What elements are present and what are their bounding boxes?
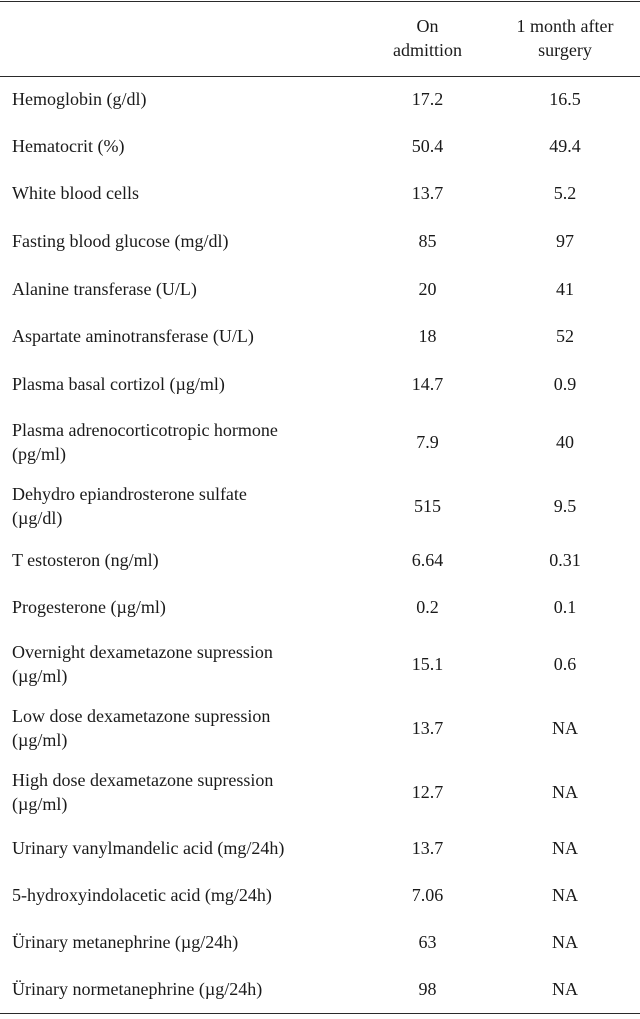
row-label-line: Low dose dexametazone supression — [12, 706, 271, 726]
value-after-surgery: 41 — [556, 279, 574, 299]
row-label: T estosteron (ng/ml) — [12, 550, 159, 570]
row-label: Fasting blood glucose (mg/dl) — [12, 231, 229, 251]
row-label-line: (µg/ml) — [12, 666, 68, 686]
row-label-line: Plasma adrenocorticotropic hormone — [12, 420, 278, 440]
row-label: White blood cells — [12, 183, 139, 203]
row-label: Urinary vanylmandelic acid (mg/24h) — [12, 838, 285, 858]
row-label — [12, 418, 372, 466]
row-label-line: (µg/dl) — [12, 508, 63, 528]
value-on-admission: 12.7 — [411, 782, 444, 802]
row-label — [12, 704, 372, 752]
header-on-admission: On admittion — [393, 16, 462, 60]
value-on-admission: 15.1 — [411, 654, 444, 674]
value-after-surgery: 16.5 — [549, 89, 581, 109]
row-label — [12, 640, 372, 688]
row-label: Hematocrit (%) — [12, 136, 125, 156]
value-after-surgery: 0.31 — [549, 550, 581, 570]
value-after-surgery: 0.6 — [553, 654, 577, 674]
value-on-admission: 13.7 — [411, 718, 444, 738]
value-after-surgery: NA — [552, 885, 578, 905]
value-on-admission: 0.2 — [416, 597, 439, 617]
row-label — [12, 482, 372, 530]
value-after-surgery: 9.5 — [553, 496, 577, 516]
value-after-surgery: NA — [552, 782, 578, 802]
table-top-rule — [0, 1, 640, 2]
value-after-surgery: NA — [552, 718, 578, 738]
row-label-line: High dose dexametazone supression — [12, 770, 274, 790]
value-on-admission: 18 — [418, 326, 437, 346]
value-on-admission: 98 — [418, 979, 437, 999]
row-label: Alanine transferase (U/L) — [12, 279, 197, 299]
row-label-line: Overnight dexametazone supression — [12, 642, 273, 662]
row-label — [12, 768, 372, 816]
value-on-admission: 6.64 — [411, 550, 444, 570]
value-on-admission: 50.4 — [411, 136, 444, 156]
value-after-surgery: NA — [552, 932, 578, 952]
row-label: Hemoglobin (g/dl) — [12, 89, 147, 109]
value-after-surgery: 0.1 — [553, 597, 577, 617]
value-on-admission: 7.06 — [411, 885, 444, 905]
value-on-admission: 7.9 — [416, 432, 439, 452]
header-after-surgery: 1 month after surgery — [516, 16, 614, 60]
value-after-surgery: 0.9 — [553, 374, 577, 394]
row-label: Ürinary normetanephrine (µg/24h) — [12, 979, 263, 999]
value-on-admission: 17.2 — [411, 89, 444, 109]
row-label: Aspartate aminotransferase (U/L) — [12, 326, 254, 346]
table-bottom-rule — [0, 1013, 640, 1014]
row-label-line: (µg/ml) — [12, 730, 68, 750]
value-after-surgery: 5.2 — [553, 183, 577, 203]
value-on-admission: 20 — [418, 279, 437, 299]
table-header — [0, 8, 640, 72]
value-after-surgery: NA — [552, 838, 578, 858]
row-label-line: (pg/ml) — [12, 444, 66, 464]
value-after-surgery: 52 — [556, 326, 574, 346]
value-after-surgery: 97 — [556, 231, 574, 251]
row-label: Ürinary metanephrine (µg/24h) — [12, 932, 239, 952]
value-on-admission: 13.7 — [411, 838, 444, 858]
value-after-surgery: NA — [552, 979, 578, 999]
value-after-surgery: 49.4 — [549, 136, 581, 156]
row-label-line: Dehydro epiandrosterone sulfate — [12, 484, 247, 504]
value-on-admission: 63 — [418, 932, 437, 952]
value-on-admission: 13.7 — [411, 183, 444, 203]
row-label: Plasma basal cortizol (µg/ml) — [12, 374, 225, 394]
row-label: 5-hydroxyindolacetic acid (mg/24h) — [12, 885, 272, 905]
value-on-admission: 85 — [418, 231, 437, 251]
value-after-surgery: 40 — [556, 432, 574, 452]
table-header-rule — [0, 76, 640, 77]
value-on-admission: 515 — [414, 496, 441, 516]
row-label: Progesterone (µg/ml) — [12, 597, 166, 617]
value-on-admission: 14.7 — [411, 374, 444, 394]
row-label-line: (µg/ml) — [12, 794, 68, 814]
